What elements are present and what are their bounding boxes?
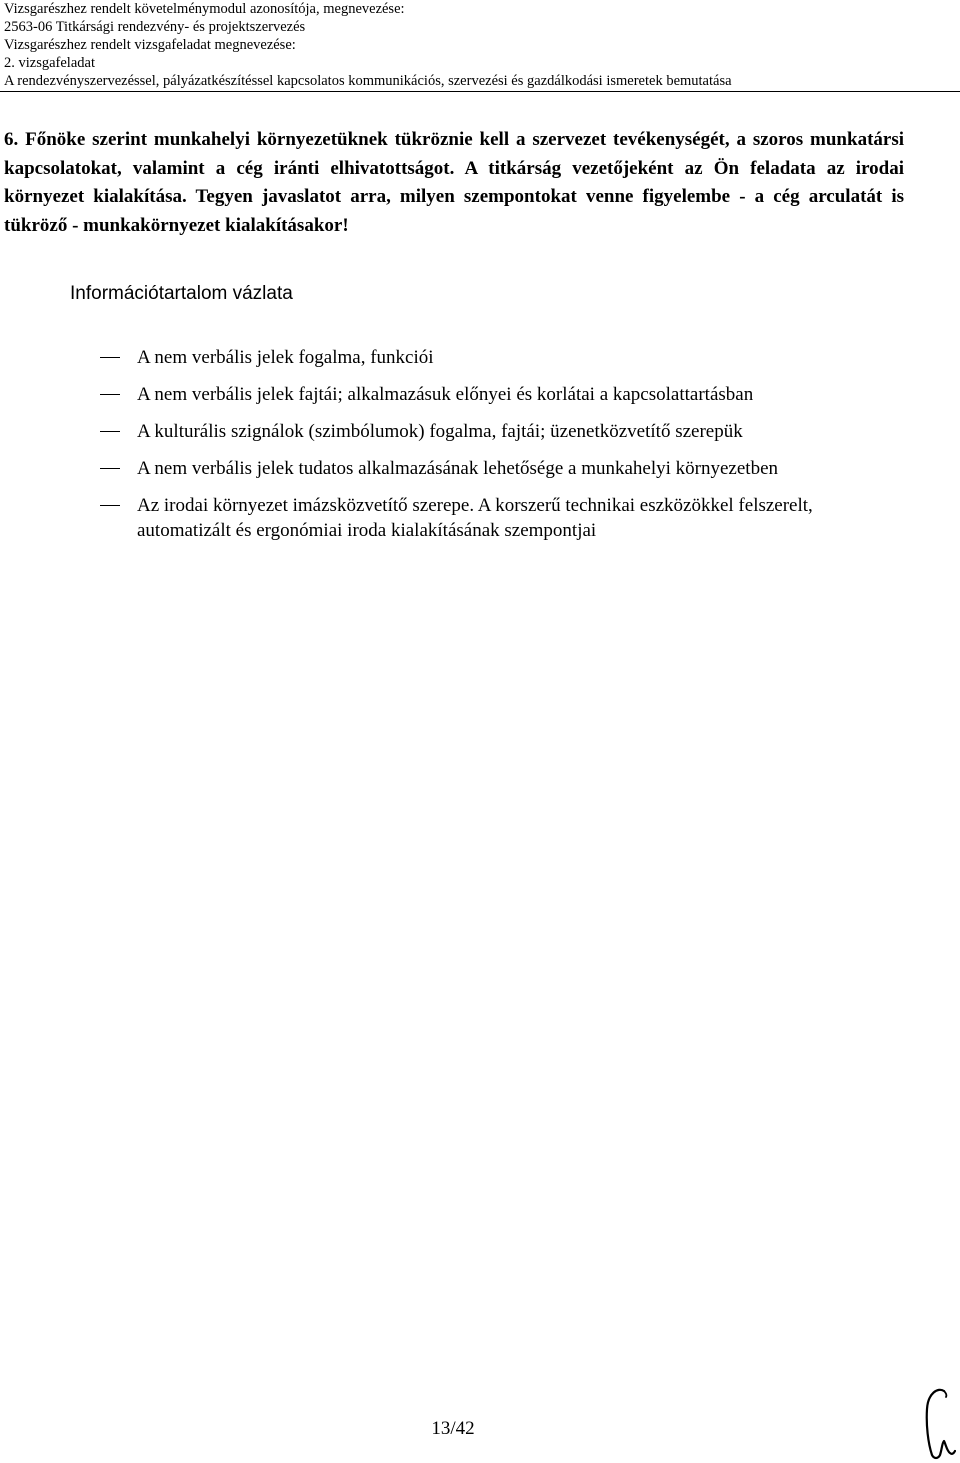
- dash-bullet-icon: [100, 468, 120, 469]
- header-module-name: 2563-06 Titkársági rendezvény- és projektszervezés: [4, 19, 306, 35]
- header-task-label: Vizsgarészhez rendelt vizsgafeladat megnevezése:: [4, 37, 296, 53]
- list-item-text: A nem verbális jelek tudatos alkalmazásának lehetősége a munkahelyi környezetben: [137, 458, 779, 479]
- list-item-text: Az irodai környezet imázsközvetítő szerepe. A korszerű technikai eszközökkel felszerelt, automatizált és ergonómiai iroda kialakításának szempontjai: [137, 495, 813, 541]
- list-item-text: A kulturális szignálok (szimbólumok) fogalma, fajtái; üzenetközvetítő szerepük: [137, 421, 743, 442]
- list-item: [0, 493, 960, 543]
- header-task-description: A rendezvényszervezéssel, pályázatkészítéssel kapcsolatos kommunikációs, szervezési és gazdálkodási ismeretek bemutatása: [4, 73, 732, 89]
- task-statement: 6. Főnöke szerint munkahelyi környezetüknek tükröznie kell a szervezet tevékenységét, a szoros munkatársi kapcsolatokat, valamint a cég iránti elhivatottságot. A titkárság vezetőjeként az Ön feladata az irodai környezet kialakítása. Tegyen javaslatot arra, milyen szempontokat venne figyelembe - a cég arculatát is tükröző - munkakörnyezet kialakításakor!: [4, 129, 904, 236]
- list-item: [0, 456, 960, 481]
- header-divider: [0, 91, 960, 92]
- list-item: [0, 382, 960, 407]
- dash-bullet-icon: [100, 505, 120, 506]
- list-item: [0, 345, 960, 370]
- dash-bullet-icon: [100, 431, 120, 432]
- header-task-number: 2. vizsgafeladat: [4, 55, 95, 71]
- list-item-text: A nem verbális jelek fajtái; alkalmazásuk előnyei és korlátai a kapcsolattartásban: [137, 384, 754, 405]
- info-outline-list: [0, 345, 960, 555]
- dash-bullet-icon: [100, 394, 120, 395]
- page-number: 13/42: [431, 1418, 475, 1439]
- dash-bullet-icon: [100, 357, 120, 358]
- list-item: [0, 419, 960, 444]
- header-module-label: Vizsgarészhez rendelt követelménymodul azonosítója, megnevezése:: [4, 1, 405, 17]
- handwritten-signature-icon: [920, 1385, 956, 1463]
- document-header: [4, 0, 732, 90]
- info-outline-title: Információtartalom vázlata: [70, 283, 293, 304]
- list-item-text: A nem verbális jelek fogalma, funkciói: [137, 347, 434, 368]
